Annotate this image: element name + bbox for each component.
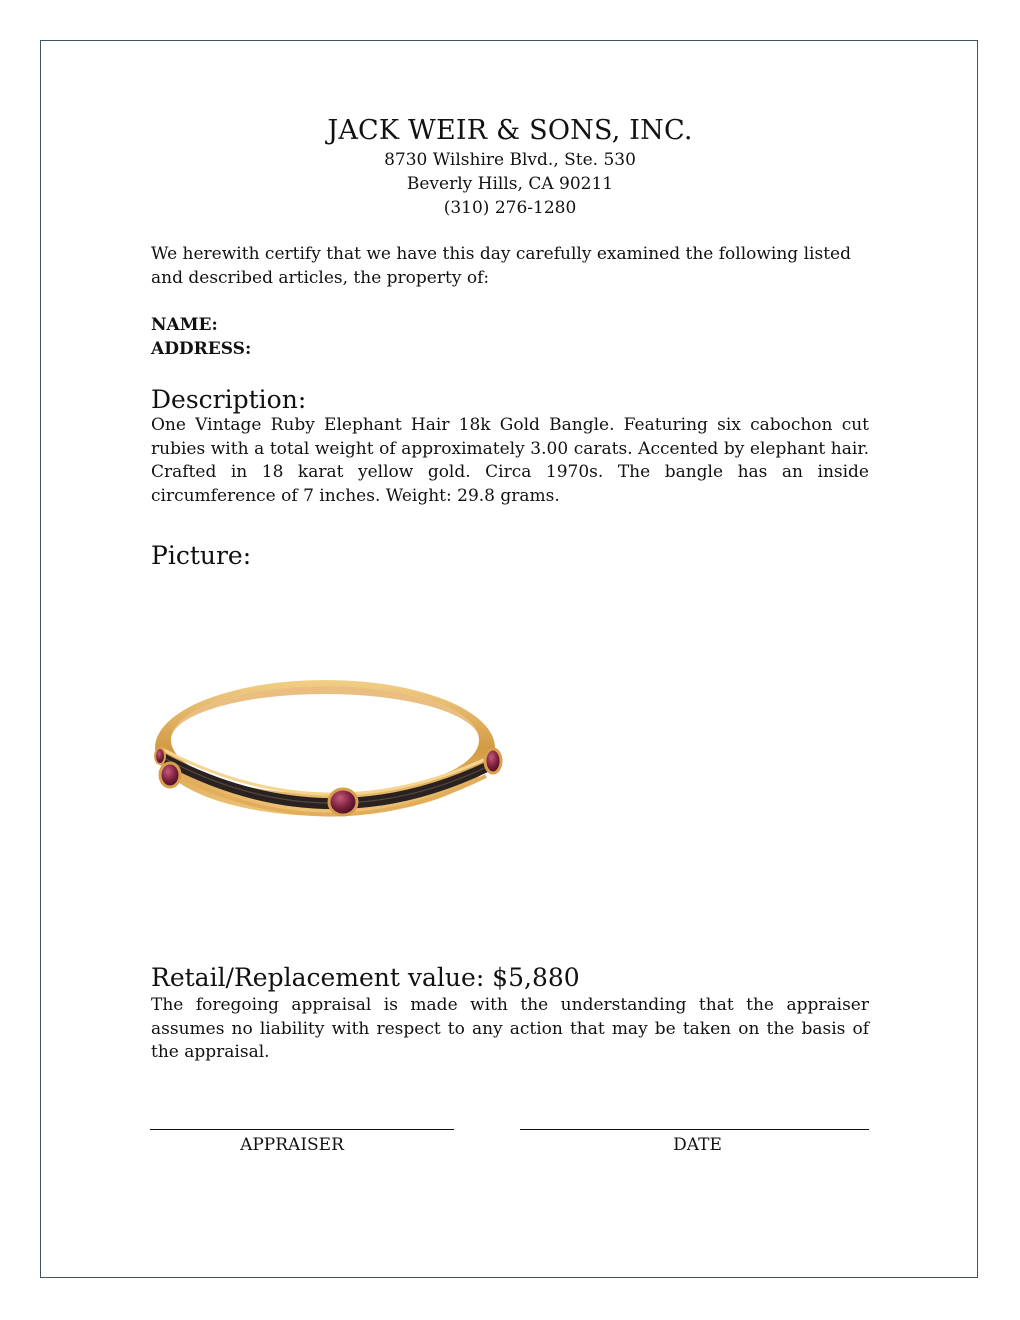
description-heading: Description:: [151, 385, 307, 414]
address-line-1: 8730 Wilshire Blvd., Ste. 530: [384, 150, 636, 170]
appraiser-signature-line: [150, 1129, 454, 1130]
owner-fields: [151, 313, 869, 361]
name-label: NAME:: [151, 315, 218, 335]
letterhead: [0, 114, 1020, 220]
address-line-2: Beverly Hills, CA 90211: [406, 174, 614, 194]
page-border: [40, 40, 978, 1278]
picture-heading: Picture:: [151, 541, 252, 570]
date-signature-line: [520, 1129, 869, 1130]
ruby-stone: [485, 749, 501, 773]
appraiser-label: APPRAISER: [240, 1135, 344, 1155]
certification-intro: We herewith certify that we have this day carefully examined the following listed and described articles, the property of:: [151, 244, 851, 288]
ruby-stone: [160, 763, 180, 787]
date-label: DATE: [673, 1135, 722, 1155]
ruby-stone: [155, 748, 165, 764]
replacement-value: Retail/Replacement value: $5,880: [151, 963, 580, 992]
disclaimer-text: The foregoing appraisal is made with the understanding that the appraiser assumes no liability with respect to any action that may be taken on the basis of the appraisal.: [151, 995, 869, 1062]
description-text: One Vintage Ruby Elephant Hair 18k Gold Bangle. Featuring six cabochon cut rubies with a total weight of approximately 3.00 carats. Accented by elephant hair. Crafted in 18 karat yellow gold. Circa 1970s. The bangle has an inside circumference of 7 inches. Weight: 29.8 grams.: [151, 415, 869, 506]
phone-number: (310) 276-1280: [443, 198, 577, 218]
bangle-photo: [150, 660, 510, 840]
address-label: ADDRESS:: [151, 339, 252, 359]
company-name: JACK WEIR & SONS, INC.: [327, 115, 693, 146]
ruby-stone: [329, 789, 357, 815]
